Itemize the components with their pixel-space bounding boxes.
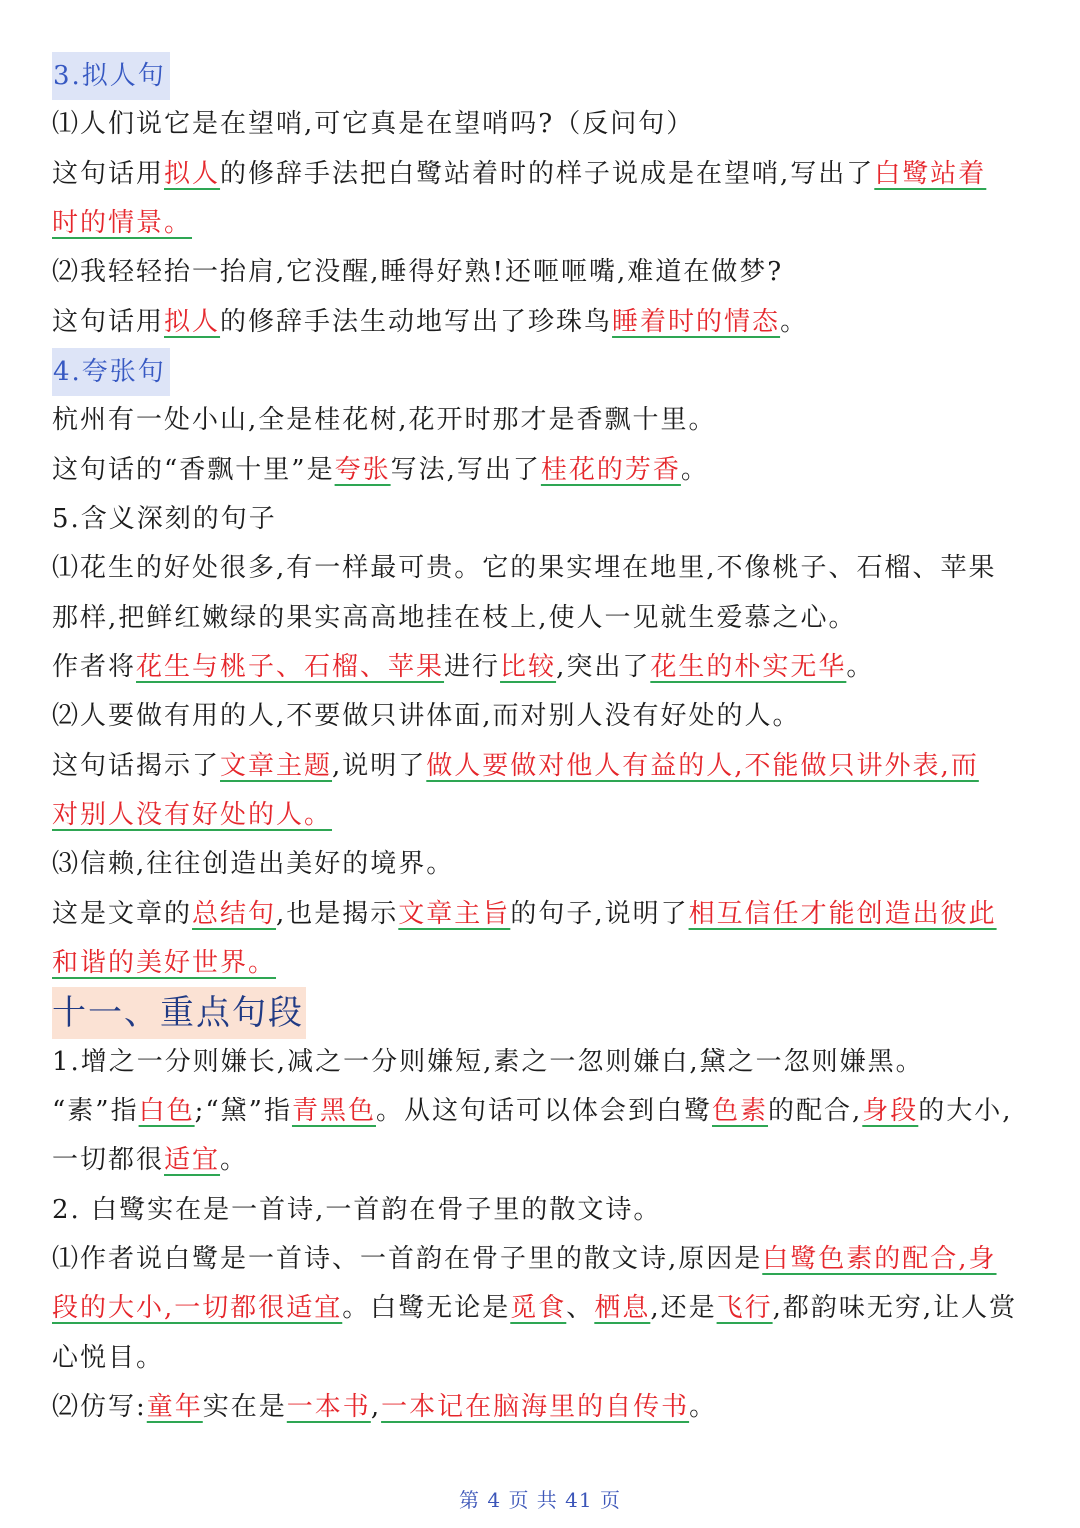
section-heading-profound: 5.含义深刻的句子 xyxy=(52,503,277,534)
example-sentence: 2. 白鹭实在是一首诗,一首韵在骨子里的散文诗。 xyxy=(52,1194,662,1225)
analysis-text: 的大小, xyxy=(918,1095,1013,1126)
analysis-text: 心悦目。 xyxy=(52,1342,165,1373)
key-answer: 白色 xyxy=(138,1095,195,1126)
analysis-line xyxy=(52,1087,1042,1136)
analysis-text: ⑴作者说白鹭是一首诗、一首韵在骨子里的散文诗,原因是 xyxy=(52,1243,763,1274)
analysis-text: 。 xyxy=(680,454,709,485)
section-heading-personification: 3.拟人句 xyxy=(52,52,170,100)
example-sentence: ⑶信赖,往往创造出美好的境界。 xyxy=(52,849,455,880)
section-heading-line xyxy=(52,347,1042,396)
analysis-text: 这句话用 xyxy=(52,306,165,337)
key-answer: 文章主旨 xyxy=(398,898,511,929)
analysis-text: ,都韵味无穷,让人赏 xyxy=(772,1293,1018,1324)
analysis-line xyxy=(52,890,1042,939)
key-answer: 白鹭站着 xyxy=(874,158,987,189)
key-answer: 相互信任才能创造出彼此 xyxy=(688,898,997,929)
analysis-line xyxy=(52,1334,1042,1383)
analysis-text: 。白鹭无论是 xyxy=(342,1293,511,1324)
key-answer: 夸张 xyxy=(334,454,391,485)
page-number: 第 4 页 共 41 页 xyxy=(459,1488,621,1512)
key-answer: 时的情景。 xyxy=(52,207,193,238)
analysis-text: 这句话用 xyxy=(52,158,165,189)
key-answer: 花生的朴实无华 xyxy=(650,651,847,682)
chapter-heading-line xyxy=(52,988,1042,1037)
key-answer: 花生与桃子、石榴、苹果 xyxy=(136,651,445,682)
section-heading-hyperbole: 4.夸张句 xyxy=(52,348,170,396)
key-answer: 一本记在脑海里的自传书 xyxy=(381,1391,690,1422)
analysis-text: ,也是揭示 xyxy=(276,898,399,929)
key-answer: 青黑色 xyxy=(291,1095,376,1126)
analysis-line xyxy=(52,298,1042,347)
analysis-text: 一切都很 xyxy=(52,1145,165,1176)
example-sentence: ⑵我轻轻抬一抬肩,它没醒,睡得好熟!还咂咂嘴,难道在做梦? xyxy=(52,257,784,288)
key-answer: 适宜 xyxy=(164,1145,221,1176)
analysis-line xyxy=(52,742,1042,791)
analysis-text: 这句话揭示了 xyxy=(52,750,221,781)
analysis-text: “素”指 xyxy=(52,1095,139,1126)
document-body xyxy=(52,51,1042,1432)
key-answer: 总结句 xyxy=(192,898,277,929)
analysis-text: 的配合, xyxy=(768,1095,863,1126)
analysis-text: 。 xyxy=(220,1145,249,1176)
key-answer: 一本书 xyxy=(286,1391,371,1422)
analysis-line xyxy=(52,939,1042,988)
key-answer: 拟人 xyxy=(164,306,221,337)
key-answer: 拟人 xyxy=(164,158,221,189)
section-heading-line xyxy=(52,51,1042,100)
key-answer: 和谐的美好世界。 xyxy=(52,947,277,978)
example-sentence: 杭州有一处小山,全是桂花树,花开时那才是香飘十里。 xyxy=(52,405,717,436)
analysis-text: ,说明了 xyxy=(332,750,427,781)
analysis-line xyxy=(52,199,1042,248)
example-sentence: 那样,把鲜红嫩绿的果实高高地挂在枝上,使人一见就生爱慕之心。 xyxy=(52,602,857,633)
analysis-text: 进行 xyxy=(444,651,501,682)
example-sentence: ⑴人们说它是在望哨,可它真是在望哨吗?（反问句） xyxy=(52,109,695,140)
chapter-heading: 十一、重点句段 xyxy=(52,987,306,1039)
analysis-text: 实在是 xyxy=(202,1391,287,1422)
analysis-text: 的句子,说明了 xyxy=(510,898,689,929)
key-answer: 对别人没有好处的人。 xyxy=(52,799,333,830)
key-answer: 觅食 xyxy=(510,1293,567,1324)
key-answer: 文章主题 xyxy=(220,750,333,781)
analysis-line xyxy=(52,643,1042,692)
analysis-text: 作者将 xyxy=(52,651,137,682)
example-sentence: ⑴花生的好处很多,有一样最可贵。它的果实埋在地里,不像桃子、石榴、苹果 xyxy=(52,553,997,584)
analysis-line xyxy=(52,446,1042,495)
analysis-text: 。 xyxy=(689,1391,718,1422)
analysis-text: 这是文章的 xyxy=(52,898,193,929)
analysis-text: ⑵仿写: xyxy=(52,1391,147,1422)
key-answer: 白鹭色素的配合,身 xyxy=(762,1243,997,1274)
key-answer: 童年 xyxy=(146,1391,203,1422)
key-answer: 桂花的芳香 xyxy=(540,454,681,485)
analysis-text: 这句话的“香飘十里”是 xyxy=(52,454,335,485)
analysis-line xyxy=(52,150,1042,199)
key-answer: 飞行 xyxy=(716,1293,773,1324)
analysis-text: 写法,写出了 xyxy=(390,454,541,485)
analysis-text: ,还是 xyxy=(650,1293,717,1324)
analysis-text: 的修辞手法生动地写出了珍珠鸟 xyxy=(220,306,613,337)
analysis-line xyxy=(52,1284,1042,1333)
analysis-line xyxy=(52,1235,1042,1284)
analysis-text: 。 xyxy=(780,306,809,337)
analysis-text: 的修辞手法把白鹭站着时的样子说成是在望哨,写出了 xyxy=(220,158,875,189)
analysis-text: ;“黛”指 xyxy=(194,1095,292,1126)
key-answer: 栖息 xyxy=(594,1293,651,1324)
analysis-text: 。 xyxy=(846,651,875,682)
key-answer: 做人要做对他人有益的人,不能做只讲外表,而 xyxy=(426,750,979,781)
analysis-text: 。从这句话可以体会到白鹭 xyxy=(375,1095,712,1126)
key-answer: 比较 xyxy=(500,651,557,682)
analysis-line xyxy=(52,1136,1042,1185)
key-answer: 段的大小,一切都很适宜 xyxy=(52,1293,343,1324)
analysis-text: ,突出了 xyxy=(556,651,651,682)
key-answer: 色素 xyxy=(712,1095,769,1126)
example-sentence: ⑵人要做有用的人,不要做只讲体面,而对别人没有好处的人。 xyxy=(52,701,801,732)
key-answer: 睡着时的情态 xyxy=(612,306,781,337)
analysis-line xyxy=(52,791,1042,840)
analysis-text: , xyxy=(370,1391,382,1422)
example-sentence: 1.增之一分则嫌长,减之一分则嫌短,素之一忽则嫌白,黛之一忽则嫌黑。 xyxy=(52,1046,924,1077)
analysis-line xyxy=(52,1383,1042,1432)
key-answer: 身段 xyxy=(862,1095,919,1126)
analysis-text: 、 xyxy=(566,1293,595,1324)
